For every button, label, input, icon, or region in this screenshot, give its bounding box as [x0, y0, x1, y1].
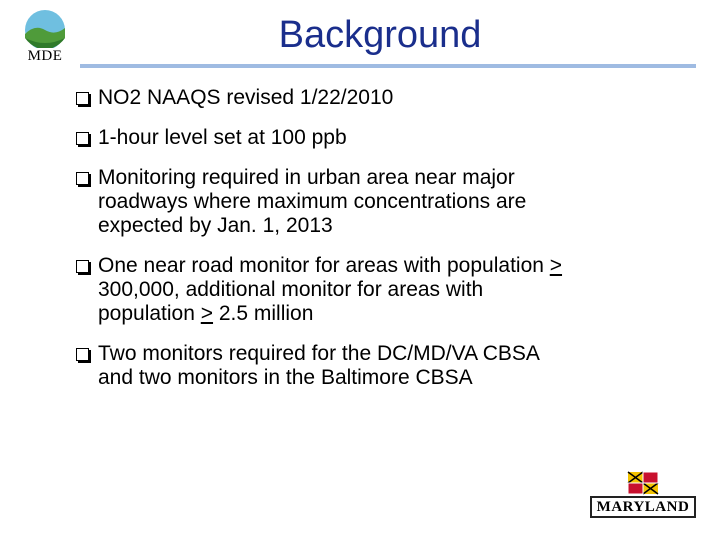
bullet-line: population: [98, 302, 201, 325]
bullet-line: expected by Jan. 1, 2013: [98, 214, 333, 237]
bullet-item: [76, 126, 696, 150]
bullet-list: [76, 86, 696, 390]
greater-equal-symbol: >: [200, 302, 214, 325]
checkbox-bullet-icon: [76, 132, 89, 145]
checkbox-bullet-icon: [76, 348, 89, 361]
slide-title: Background: [278, 14, 482, 56]
maryland-logo: [590, 470, 696, 520]
checkbox-bullet-icon: [76, 172, 89, 185]
bullet-line: Two monitors required for the DC/MD/VA CBSA: [98, 342, 540, 365]
mde-logo-text: MDE: [27, 48, 63, 64]
bullet-item: [76, 86, 696, 110]
bullet-line: 2.5 million: [213, 302, 314, 325]
title-divider: [80, 64, 696, 68]
bullet-line: 300,000, additional monitor for areas with: [98, 278, 484, 301]
bullet-item: [76, 342, 696, 390]
bullet-text: 1-hour level set at 100 ppb: [98, 126, 347, 149]
checkbox-bullet-icon: [76, 260, 89, 273]
bullet-line: roadways where maximum concentrations are: [98, 190, 527, 213]
greater-equal-symbol: >: [549, 254, 563, 277]
checkbox-bullet-icon: [76, 92, 89, 105]
bullet-line: One near road monitor for areas with population: [98, 254, 550, 277]
bullet-item: [76, 254, 696, 326]
maryland-flag-icon: [590, 470, 696, 498]
bullet-line: Monitoring required in urban area near major: [98, 166, 515, 189]
maryland-wordmark: MARYLAND: [590, 496, 696, 518]
bullet-text: NO2 NAAQS revised 1/22/2010: [98, 86, 394, 109]
bullet-line: and two monitors in the Baltimore CBSA: [98, 366, 473, 389]
bullet-item: [76, 166, 696, 238]
